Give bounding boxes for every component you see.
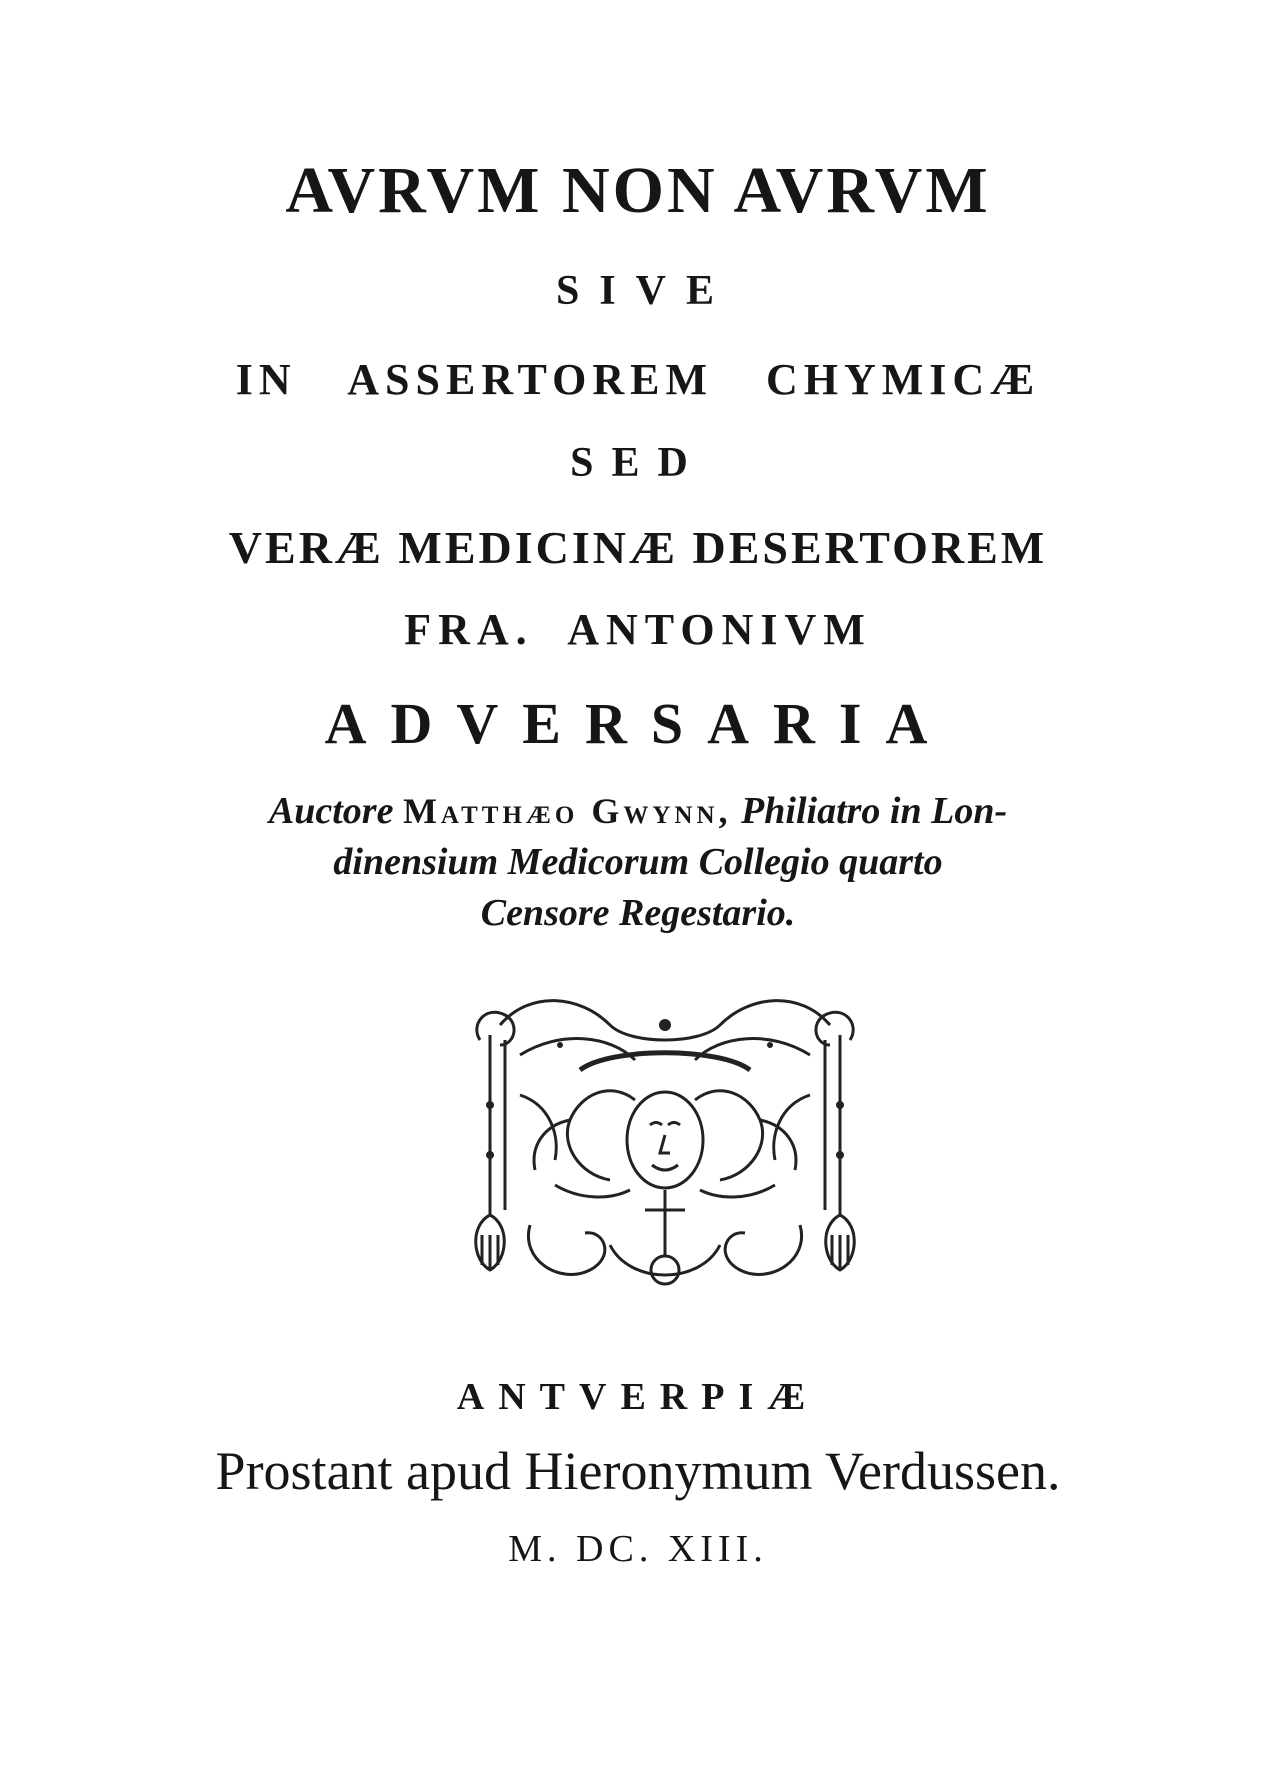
- author-line-2: dinensium Medicorum Collegio quarto: [333, 841, 943, 883]
- author-title: Philiatro in Lon-: [741, 790, 1008, 832]
- author-prefix: Auctore: [268, 790, 394, 832]
- author-line-3: Censore Regestario.: [480, 892, 796, 934]
- title-line-7: ADVERSARIA: [324, 691, 952, 756]
- author-line-1: [0, 792, 1276, 830]
- imprint-city: ANTVERPIÆ: [456, 1376, 820, 1418]
- title-line-2: SIVE: [555, 268, 735, 314]
- imprint-printer: Prostant apud Hieronymum Verdussen.: [215, 1441, 1061, 1501]
- author-name: Matthæo Gwynn,: [402, 791, 732, 831]
- imprint-date: M. DC. XIII.: [508, 1528, 768, 1570]
- title-line-1: AVRVM NON AVRVM: [285, 154, 991, 227]
- title-line-4: SED: [570, 440, 706, 486]
- title-line-3: IN ASSERTOREM CHYMICÆ: [235, 355, 1041, 404]
- title-line-5: VERÆ MEDICINÆ DESERTOREM: [228, 522, 1048, 573]
- printers-device-ornament: [460, 985, 870, 1305]
- title-line-6: FRA. ANTONIVM: [404, 605, 872, 654]
